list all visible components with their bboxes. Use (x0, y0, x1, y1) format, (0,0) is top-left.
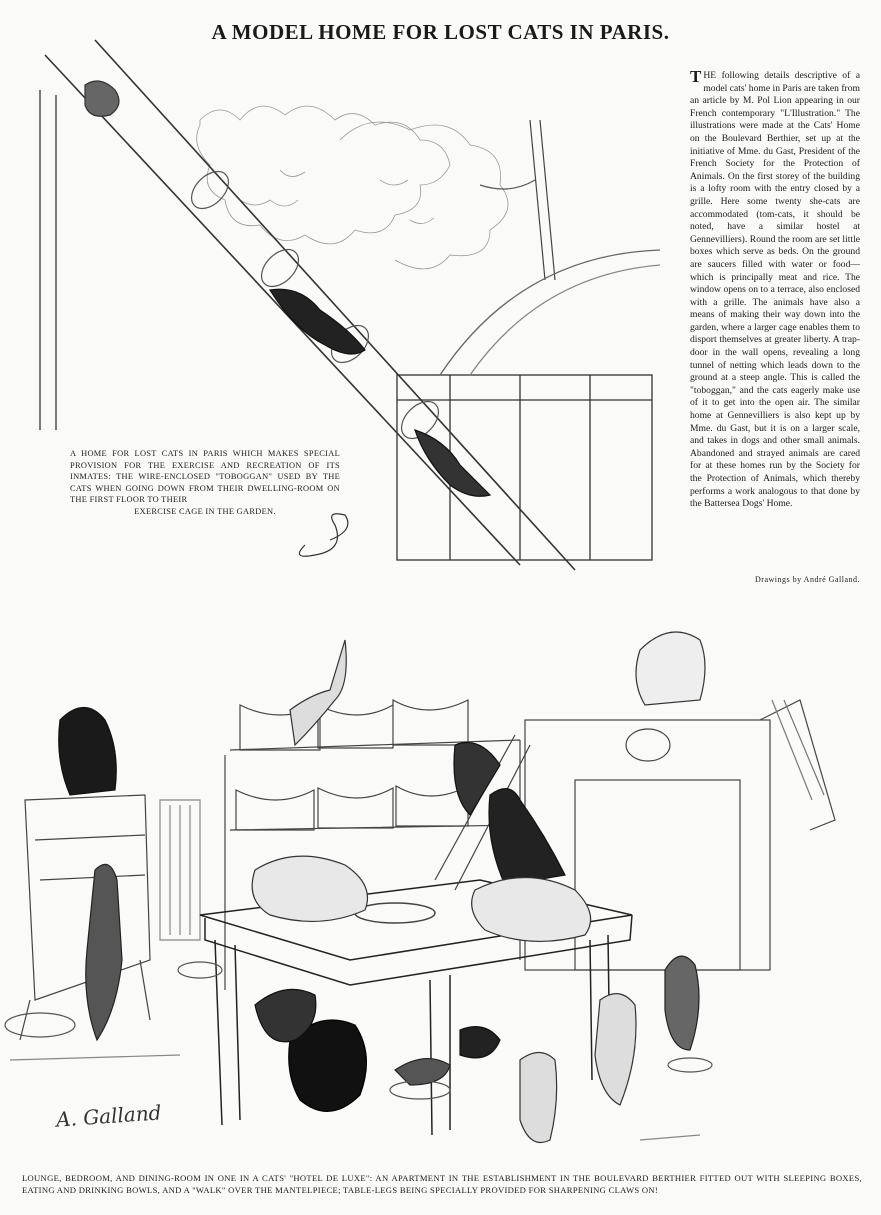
tree-foliage-sketch (197, 106, 508, 269)
page-title: A MODEL HOME FOR LOST CATS IN PARIS. (211, 20, 670, 44)
artist-signature: A. Galland (55, 1100, 163, 1132)
toboggan-caption-last-line: EXERCISE CAGE IN THE GARDEN. (134, 506, 276, 516)
black-cat-sketch (59, 708, 117, 796)
illustration-credit: Drawings by André Galland. (755, 575, 860, 584)
apartment-illustration (5, 632, 835, 1143)
toboggan-caption (70, 448, 340, 517)
bureau-sketch (20, 795, 150, 1040)
apartment-caption: LOUNGE, BEDROOM, AND DINING-ROOM IN ONE IN A CATS' "HOTEL DE LUXE": AN APARTMENT IN THE ESTABLISHMENT IN THE BOULEVARD BERTHIER FITTED OUT WITH SLEEPING BOXES, EATING AND DRINKING BOWLS, AND A "WALK" OVER THE MANTELPIECE; TABLE-LEGS BEING SPECIALLY PROVIDED FOR SHARPENING CLAWS ON! (22, 1173, 862, 1195)
toboggan-caption-text: A HOME FOR LOST CATS IN PARIS WHICH MAKES SPECIAL PROVISION FOR THE EXERCISE AND RECREATION OF ITS INMATES: THE WIRE-ENCLOSED "TOBOGGAN" USED BY THE CATS WHEN GOING DOWN FROM THEIR DWELLING-ROOM ON THE FIRST FLOOR TO THEIR (70, 449, 340, 504)
drop-cap: T (690, 67, 702, 86)
tree-trunk-sketch (530, 120, 555, 280)
article-text (690, 67, 860, 511)
article-body: HE following details descriptive of a model cats' home in Paris are taken from an article by M. Pol Lion appearing in our French contemporary "L'Illustration." The illustrations were made at the Cats' Home on the Boulevard Berthier, set up at the initiative of Mme. du Gast, President of the French Society for the Protection of Animals. On the first storey of the building is a lofty room with the entry closed by a grille. Here some twenty she-cats are accommodated (tom-cats, it should be noted, have a similar hostel at Gennevilliers). Round the room are set little boxes which serve as beds. On the ground are saucers filled with water or food—which is principally meat and rice. The window opens on to a terrace, also enclosed with a grille. The animals have also a means of making their way down into the garden, where a larger cage enables them to disport themselves at greater liberty. A trap-door in the wall opens, revealing a long tunnel of netting which leads down to the ground at a steep angle. This is called the "toboggan," and the cats eagerly make use of it to get into the open air. The similar home at Gennevilliers is also kept up by Mme. du Gast, but it is on a larger scale, and takes in dogs and other small animals. Abandoned and strayed animals are cared for at these homes run by the Society for the Protection of Animals, which thereby performs a work analogous to that done by the Battersea Dogs' Home. (690, 70, 860, 510)
